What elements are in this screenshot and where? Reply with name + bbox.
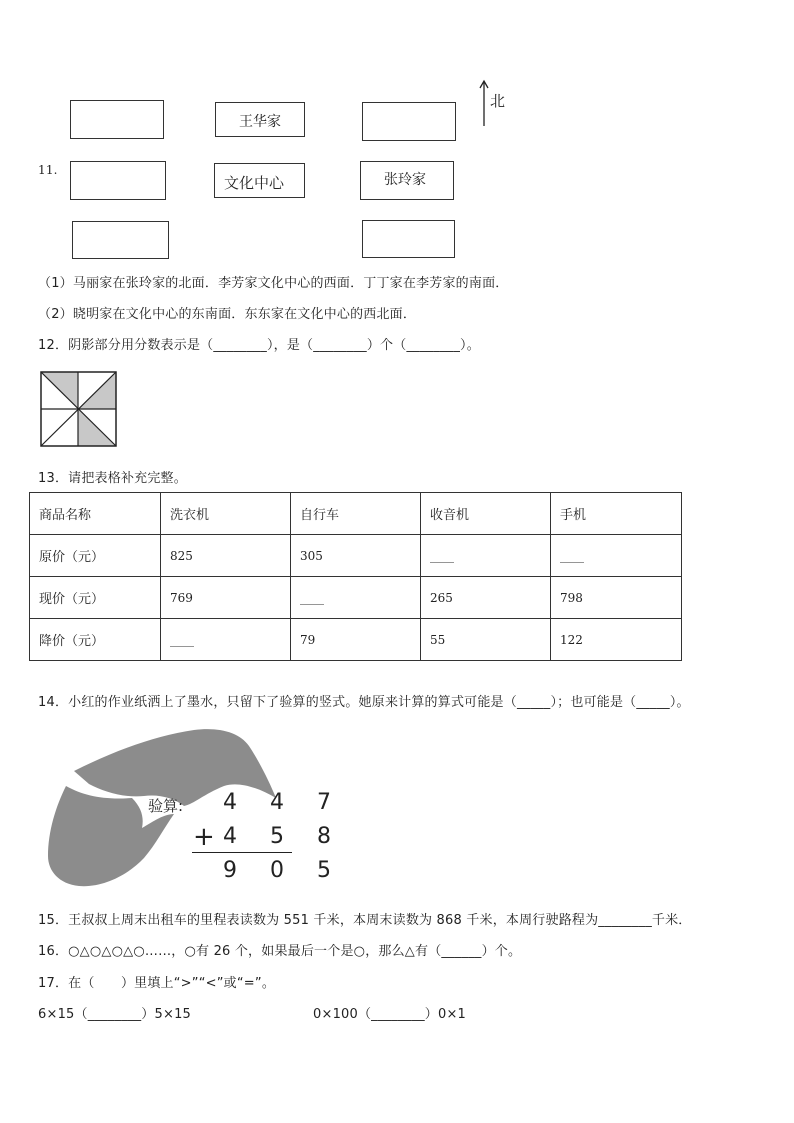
header-cell: 商品名称 (30, 493, 161, 535)
q13-text: 13．请把表格补充完整。 (38, 471, 187, 486)
row-label-cell: 降价（元） (30, 619, 161, 661)
calc-plus-sign: + (193, 822, 228, 852)
row-label-cell: 原价（元） (30, 535, 161, 577)
table-cell: 305 (291, 535, 421, 577)
map-box-empty-3 (70, 161, 166, 200)
map-box-wanghua (215, 102, 305, 137)
q11-line-1: （1）马丽家在张玲家的北面．李芳家文化中心的西面．丁丁家在李芳家的南面． (38, 276, 509, 291)
map-box-wenhua (214, 163, 305, 198)
north-label: 北 (490, 92, 506, 110)
table-cell: 122 (551, 619, 682, 661)
table-header-row (30, 493, 682, 535)
wenhua-label: 文化中心 (224, 174, 285, 192)
map-box-empty-4 (72, 221, 169, 259)
answer-blank-cell[interactable]: ____ (291, 577, 421, 619)
table-cell: 798 (551, 577, 682, 619)
calc-sum-line (192, 852, 292, 853)
zhangling-label: 张玲家 (384, 172, 426, 188)
table-row (30, 619, 682, 661)
q11-line-2: （2）晓明家在文化中心的东南面．东东家在文化中心的西北面． (38, 307, 417, 322)
header-cell: 洗衣机 (161, 493, 291, 535)
map-box-empty-1 (70, 100, 164, 139)
calc-result: 9 0 5 (223, 858, 344, 883)
answer-blank-cell[interactable]: ____ (161, 619, 291, 661)
calc-line-1: 4 4 7 (223, 790, 344, 815)
table-cell: 55 (421, 619, 551, 661)
q15-text: 15．王叔叔上周末出租车的里程表读数为 551 千米，本周末读数为 868 千米，本周行驶路程为________千米． (38, 913, 692, 928)
header-cell: 手机 (551, 493, 682, 535)
q14-text: 14．小红的作业纸洒上了墨水，只留下了验算的竖式。她原来计算的算式可能是（_____）；也可能是（_____）。 (38, 695, 690, 710)
q17-text: 17．在（ ）里填上“>”“<”或“=”。 (38, 976, 276, 991)
table-row (30, 535, 682, 577)
q17-right-expression: 0×100（________）0×1 (313, 1007, 467, 1022)
wanghua-label: 王华家 (239, 114, 281, 130)
check-label: 验算: (148, 797, 184, 815)
price-table (29, 492, 682, 661)
table-row (30, 577, 682, 619)
header-cell: 收音机 (421, 493, 551, 535)
answer-blank-cell[interactable]: ____ (551, 535, 682, 577)
table-cell: 825 (161, 535, 291, 577)
row-label-cell: 现价（元） (30, 577, 161, 619)
q11-number: 11. (38, 163, 58, 177)
q12-text: 12．阴影部分用分数表示是（________），是（________）个（________）。 (38, 338, 480, 353)
table-cell: 769 (161, 577, 291, 619)
calc-line-2: 4 5 8 (223, 824, 344, 849)
table-cell: 79 (291, 619, 421, 661)
map-box-zhangling (360, 161, 454, 200)
q17-left-expression: 6×15（________）5×15 (38, 1007, 192, 1022)
fraction-square-figure (40, 371, 118, 451)
map-box-empty-5 (362, 220, 455, 258)
header-cell: 自行车 (291, 493, 421, 535)
q16-text: 16．○△○△○△○……，○有 26 个，如果最后一个是○，那么△有（______）个。 (38, 944, 522, 959)
map-box-empty-2 (362, 102, 456, 141)
table-cell: 265 (421, 577, 551, 619)
answer-blank-cell[interactable]: ____ (421, 535, 551, 577)
